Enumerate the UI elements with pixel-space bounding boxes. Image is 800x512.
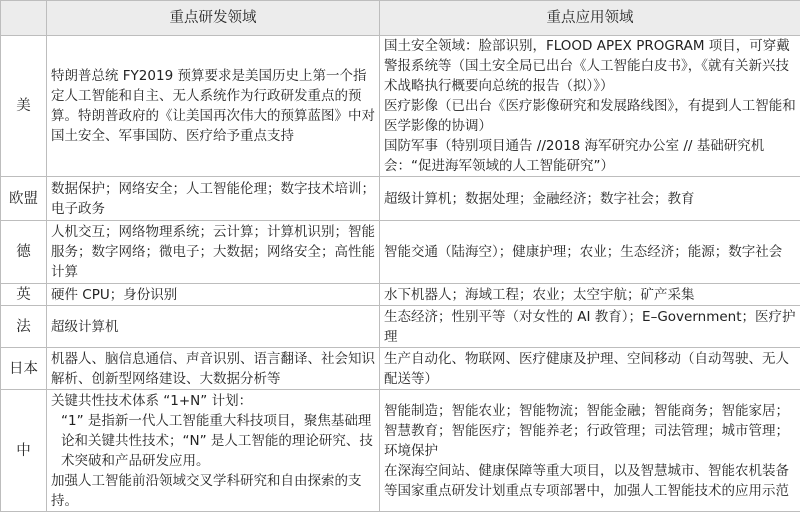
table-row-cn: [1, 390, 800, 512]
research-text: 机器人、脑信息通信、声音识别、语言翻译、社会知识解析、创新型网络建设、大数据分析等: [51, 349, 375, 389]
research-cell: [47, 306, 380, 348]
header-application: 重点应用领域: [380, 1, 800, 36]
application-cell: [380, 36, 800, 177]
application-text: 生产自动化、物联网、医疗健康及护理、空间移动（自动驾驶、无人配送等）: [384, 349, 796, 389]
research-cell: [47, 284, 380, 306]
header-row: [1, 1, 800, 36]
header-region: [1, 1, 47, 36]
application-text: 超级计算机；数据处理；金融经济；数字社会；教育: [384, 189, 796, 209]
application-cell: [380, 306, 800, 348]
research-cell: [47, 390, 380, 512]
application-text: 生态经济；性别平等（对女性的 AI 教育）；E–Government；医疗护理: [384, 307, 796, 347]
research-cell: [47, 36, 380, 177]
application-cell: [380, 284, 800, 306]
application-cell: [380, 177, 800, 221]
region-label: 中: [1, 390, 47, 512]
research-text: “1” 是指新一代人工智能重大科技项目，聚焦基础理论和关键共性技术；“N” 是人工智能的理论研究、技术突破和产品研发应用。: [51, 411, 375, 471]
research-text: 加强人工智能前沿领域交叉学科研究和自由探索的支持。: [51, 471, 375, 511]
research-text: 关键共性技术体系 “1+N” 计划：: [51, 391, 375, 411]
research-cell: [47, 221, 380, 284]
application-cell: [380, 348, 800, 390]
research-text: 硬件 CPU；身份识别: [51, 285, 375, 305]
application-text: 在深海空间站、健康保障等重大项目，以及智慧城市、智能农机装备等国家重点研发计划重点专项部署中，加强人工智能技术的应用示范: [384, 461, 796, 501]
application-cell: [380, 390, 800, 512]
table-row-eu: [1, 177, 800, 221]
application-text: 智能交通（陆海空）；健康护理；农业；生态经济；能源；数字社会: [384, 242, 796, 262]
application-text: 智能制造；智能农业；智能物流；智能金融；智能商务；智能家居；智慧教育；智能医疗；智能养老；行政管理；司法管理；城市管理；环境保护: [384, 401, 796, 461]
research-text: 特朗普总统 FY2019 预算要求是美国历史上第一个指定人工智能和自主、无人系统作为行政研发重点的预算。特朗普政府的《让美国再次伟大的预算蓝图》中对国土安全、军事国防、医疗给予重点支持: [51, 66, 375, 146]
application-text: 医疗影像（已出台《医疗影像研究和发展路线图》，有提到人工智能和医学影像的协调）: [384, 96, 796, 136]
application-text: 水下机器人；海域工程；农业；太空宇航；矿产采集: [384, 285, 796, 305]
research-text: 人机交互；网络物理系统；云计算；计算机识别；智能服务；数字网络；微电子；大数据；网络安全；高性能计算: [51, 222, 375, 282]
region-label: 德: [1, 221, 47, 284]
table-row-jp: [1, 348, 800, 390]
table-row-uk: [1, 284, 800, 306]
application-text: 国土安全领域：脸部识别，FLOOD APEX PROGRAM 项目，可穿戴警报系统等（国土安全局已出台《人工智能白皮书》，《就有关新兴技术战略执行概要向总统的报告（拟）》）: [384, 36, 796, 96]
research-cell: [47, 348, 380, 390]
region-label: 欧盟: [1, 177, 47, 221]
application-text: 国防军事（特别项目通告 //2018 海军研究办公室 // 基础研究机会：“促进海军领域的人工智能研究”）: [384, 136, 796, 176]
research-text: 数据保护；网络安全；人工智能伦理；数字技术培训；电子政务: [51, 179, 375, 219]
table-row-de: [1, 221, 800, 284]
region-label: 日本: [1, 348, 47, 390]
region-label: 美: [1, 36, 47, 177]
header-research: 重点研发领域: [47, 1, 380, 36]
table-row-fr: [1, 306, 800, 348]
application-cell: [380, 221, 800, 284]
research-cell: [47, 177, 380, 221]
table-row-us: [1, 36, 800, 177]
research-text: 超级计算机: [51, 317, 375, 337]
region-label: 英: [1, 284, 47, 306]
region-label: 法: [1, 306, 47, 348]
